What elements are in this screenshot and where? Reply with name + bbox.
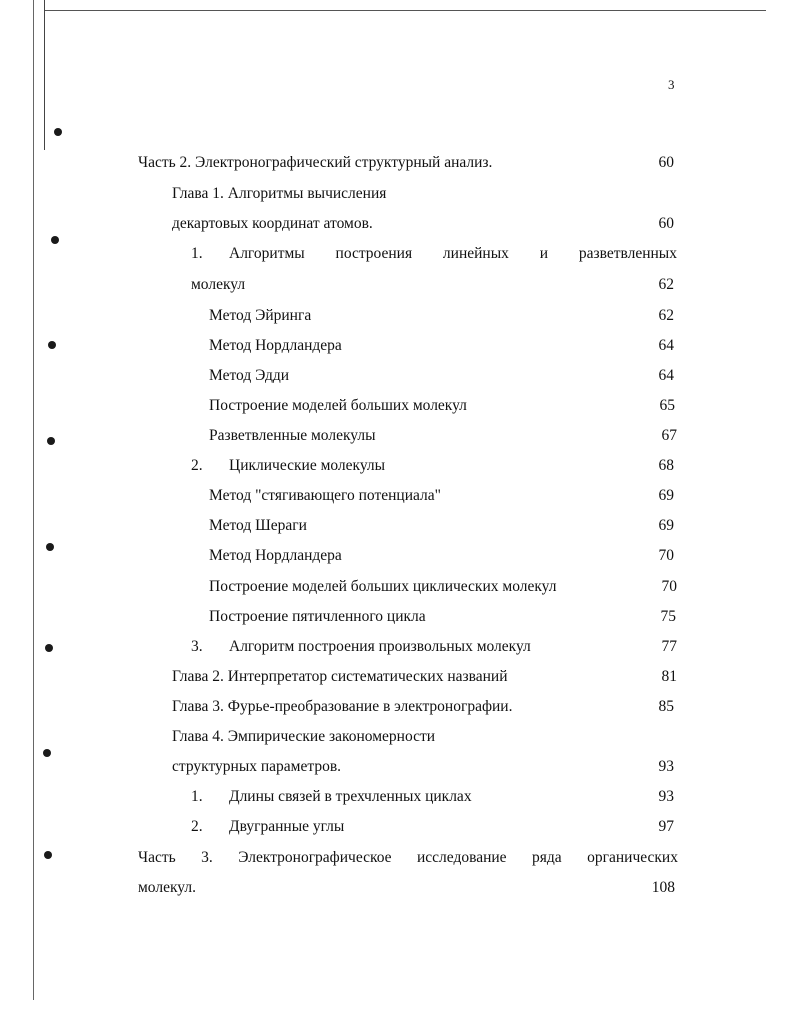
toc-section-title xyxy=(229,244,677,264)
toc-subitem-title: Метод Шераги xyxy=(209,517,307,534)
toc-word: разветвленных xyxy=(578,245,677,262)
toc-page-number: 85 xyxy=(658,698,674,715)
toc-subitem-title: Построение моделей больших молекул xyxy=(209,397,467,414)
binding-hole xyxy=(43,749,51,757)
toc-subitem-title: Метод Нордландера xyxy=(209,547,342,564)
toc-section-title: Длины связей в трехчленных циклах xyxy=(229,788,472,805)
toc-word: органических xyxy=(587,849,678,866)
scan-top-edge xyxy=(44,10,766,11)
toc-section-title-cont: молекул xyxy=(191,276,246,293)
toc-part-title xyxy=(138,848,678,868)
toc-page-number: 108 xyxy=(651,879,675,896)
toc-section-number: 1. xyxy=(191,788,203,805)
toc-page-number: 60 xyxy=(658,154,674,171)
toc-section-number: 2. xyxy=(191,457,203,474)
toc-page-number: 62 xyxy=(658,276,674,293)
toc-chapter-title-cont: декартовых координат атомов. xyxy=(172,215,373,232)
toc-section-title: Алгоритм построения произвольных молекул xyxy=(229,638,531,655)
toc-chapter-title: Глава 2. Интерпретатор систематических названий xyxy=(172,668,508,685)
toc-page-number: 60 xyxy=(658,215,674,232)
toc-word: и xyxy=(539,245,549,262)
binding-hole xyxy=(46,543,54,551)
toc-word: Часть xyxy=(138,849,176,866)
toc-section-title: Циклические молекулы xyxy=(229,457,386,474)
toc-part-title: Часть 2. Электронографический структурный анализ. xyxy=(138,154,493,171)
binding-hole xyxy=(51,236,59,244)
binding-hole xyxy=(47,437,55,445)
page-number: 3 xyxy=(668,77,675,92)
toc-word: ряда xyxy=(532,849,562,866)
toc-subitem-title: Построение моделей больших циклических молекул xyxy=(209,578,557,595)
toc-page-number: 93 xyxy=(658,788,674,805)
toc-chapter-title-cont: структурных параметров. xyxy=(172,758,342,775)
toc-page-number: 93 xyxy=(658,758,674,775)
toc-page-number: 62 xyxy=(658,307,674,324)
binding-hole xyxy=(44,851,52,859)
toc-chapter-title: Глава 3. Фурье-преобразование в электронографии. xyxy=(172,698,513,715)
toc-subitem-title: Метод "стягивающего потенциала" xyxy=(209,487,441,504)
toc-subitem-title: Построение пятичленного цикла xyxy=(209,608,426,625)
toc-page-number: 75 xyxy=(660,608,676,625)
toc-page-number: 97 xyxy=(658,818,674,835)
scan-left-edge-inner xyxy=(44,0,45,150)
toc-page-number: 77 xyxy=(661,638,677,655)
toc-section-number: 2. xyxy=(191,818,203,835)
toc-subitem-title: Метод Эдди xyxy=(209,367,290,384)
toc-page-number: 70 xyxy=(661,578,677,595)
toc-page-number: 70 xyxy=(658,547,674,564)
toc-part-title-cont: молекул. xyxy=(138,879,196,896)
toc-section-title: Двугранные углы xyxy=(229,818,345,835)
binding-hole xyxy=(54,128,62,136)
toc-word: исследование xyxy=(416,849,507,866)
toc-subitem-title: Метод Нордландера xyxy=(209,337,342,354)
binding-hole xyxy=(48,341,56,349)
toc-word: 3. xyxy=(201,849,213,866)
toc-chapter-title: Глава 4. Эмпирические закономерности xyxy=(172,728,436,745)
toc-word: построения xyxy=(335,245,413,262)
toc-page-number: 81 xyxy=(661,668,677,685)
binding-hole xyxy=(45,644,53,652)
toc-word: Электронографическое xyxy=(238,849,392,866)
toc-page-number: 65 xyxy=(659,397,675,414)
toc-word: линейных xyxy=(442,245,509,262)
toc-page-number: 69 xyxy=(658,487,674,504)
toc-page-number: 67 xyxy=(661,427,677,444)
toc-section-number: 1. xyxy=(191,245,203,262)
toc-subitem-title: Метод Эйринга xyxy=(209,307,312,324)
toc-word: Алгоритмы xyxy=(229,245,305,262)
toc-chapter-title: Глава 1. Алгоритмы вычисления xyxy=(172,185,387,202)
toc-subitem-title: Разветвленные молекулы xyxy=(209,427,376,444)
toc-page-number: 69 xyxy=(658,517,674,534)
toc-page-number: 68 xyxy=(658,457,674,474)
toc-page-number: 64 xyxy=(658,337,674,354)
scan-left-edge xyxy=(33,0,34,1000)
toc-page-number: 64 xyxy=(658,367,674,384)
toc-section-number: 3. xyxy=(191,638,203,655)
